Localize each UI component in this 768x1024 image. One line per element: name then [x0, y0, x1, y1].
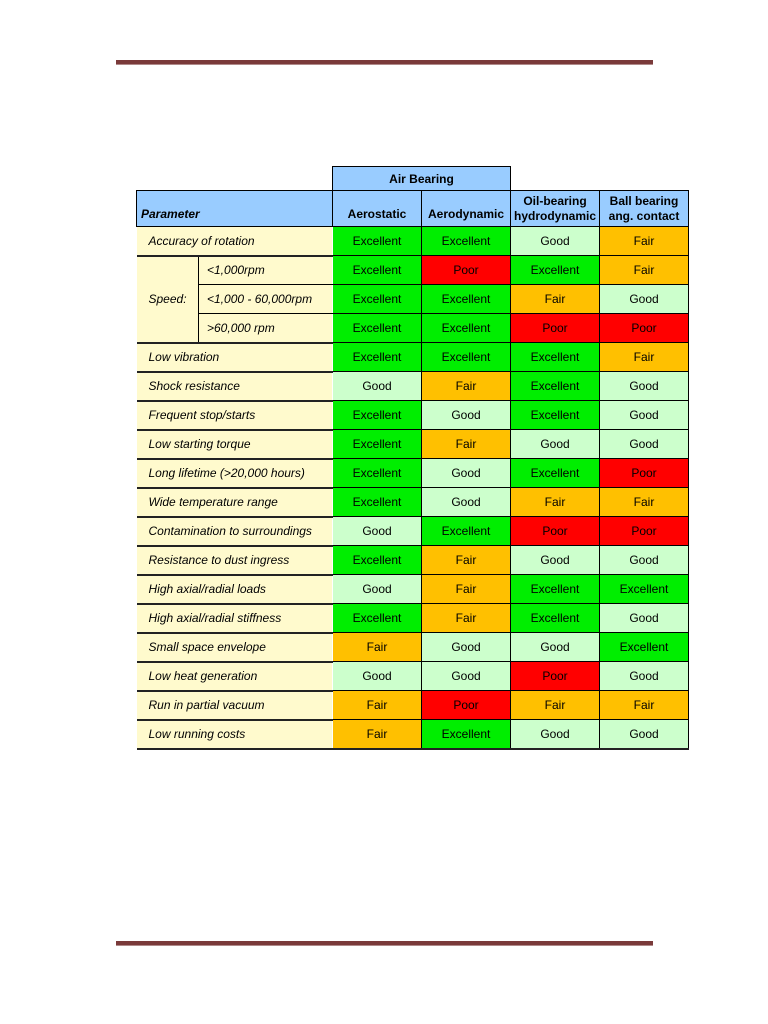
- rating-cell: Fair: [422, 604, 511, 633]
- oil-bearing-header: [511, 191, 600, 227]
- parameter-cell: Frequent stop/starts: [137, 401, 333, 430]
- aerostatic-header: Aerostatic: [333, 191, 422, 227]
- parameter-cell: >60,000 rpm: [199, 314, 333, 343]
- parameter-cell: Contamination to surroundings: [137, 517, 333, 546]
- bearing-comparison-table: [136, 166, 689, 750]
- table-row: [137, 720, 689, 749]
- parameter-cell: <1,000rpm: [199, 256, 333, 285]
- table-row: [137, 227, 689, 256]
- rating-cell: Excellent: [422, 343, 511, 372]
- parameter-cell: Low vibration: [137, 343, 333, 372]
- table-row: [137, 285, 689, 314]
- aerodynamic-header: Aerodynamic: [422, 191, 511, 227]
- rating-cell: Excellent: [511, 459, 600, 488]
- rating-cell: Good: [511, 546, 600, 575]
- rating-cell: Good: [600, 401, 689, 430]
- parameter-header: Parameter: [137, 191, 333, 227]
- parameter-cell: Run in partial vacuum: [137, 691, 333, 720]
- table-row: [137, 662, 689, 691]
- rating-cell: Fair: [511, 285, 600, 314]
- rating-cell: Excellent: [333, 459, 422, 488]
- parameter-cell: Wide temperature range: [137, 488, 333, 517]
- rating-cell: Good: [333, 517, 422, 546]
- rating-cell: Fair: [600, 256, 689, 285]
- rating-cell: Excellent: [511, 256, 600, 285]
- rating-cell: Excellent: [600, 575, 689, 604]
- parameter-cell: Accuracy of rotation: [137, 227, 333, 256]
- ball-bearing-header: [600, 191, 689, 227]
- parameter-cell: Small space envelope: [137, 633, 333, 662]
- table-row: [137, 459, 689, 488]
- rating-cell: Poor: [600, 459, 689, 488]
- table-row: [137, 633, 689, 662]
- ball-bearing-header-line1: Ball bearing: [609, 193, 679, 208]
- rating-cell: Excellent: [422, 227, 511, 256]
- table-row: [137, 256, 689, 285]
- table-row: [137, 691, 689, 720]
- rating-cell: Poor: [422, 256, 511, 285]
- table-row: [137, 401, 689, 430]
- rating-cell: Fair: [600, 488, 689, 517]
- rating-cell: Good: [600, 285, 689, 314]
- table-row: [137, 604, 689, 633]
- rating-cell: Excellent: [422, 517, 511, 546]
- rating-cell: Good: [333, 372, 422, 401]
- table-row: [137, 488, 689, 517]
- rating-cell: Fair: [600, 343, 689, 372]
- parameter-cell: Resistance to dust ingress: [137, 546, 333, 575]
- rating-cell: Excellent: [333, 604, 422, 633]
- rating-cell: Good: [511, 227, 600, 256]
- air-bearing-group-header: Air Bearing: [333, 167, 511, 191]
- rating-cell: Good: [422, 633, 511, 662]
- ball-bearing-header-line2: ang. contact: [608, 208, 680, 223]
- rating-cell: Excellent: [511, 401, 600, 430]
- rating-cell: Good: [511, 720, 600, 749]
- oil-bearing-header-line1: Oil-bearing: [523, 193, 587, 208]
- rating-cell: Good: [422, 401, 511, 430]
- rating-cell: Good: [511, 633, 600, 662]
- rating-cell: Fair: [600, 691, 689, 720]
- rating-cell: Fair: [422, 430, 511, 459]
- rating-cell: Fair: [333, 720, 422, 749]
- rating-cell: Excellent: [333, 488, 422, 517]
- table-row: [137, 546, 689, 575]
- top-rule: [116, 60, 653, 65]
- rating-cell: Excellent: [333, 401, 422, 430]
- table-row: [137, 430, 689, 459]
- parameter-cell: Low heat generation: [137, 662, 333, 691]
- rating-cell: Excellent: [333, 343, 422, 372]
- rating-cell: Good: [600, 430, 689, 459]
- parameter-cell: Low starting torque: [137, 430, 333, 459]
- oil-bearing-header-line2: hydrodynamic: [513, 208, 597, 223]
- rating-cell: Excellent: [333, 256, 422, 285]
- rating-cell: Excellent: [422, 314, 511, 343]
- rating-cell: Poor: [600, 517, 689, 546]
- rating-cell: Excellent: [511, 343, 600, 372]
- column-header-row: [137, 191, 689, 227]
- table-row: [137, 343, 689, 372]
- rating-cell: Good: [600, 372, 689, 401]
- rating-cell: Excellent: [333, 227, 422, 256]
- rating-cell: Fair: [333, 691, 422, 720]
- rating-cell: Good: [600, 662, 689, 691]
- rating-cell: Excellent: [422, 285, 511, 314]
- parameter-cell: Low running costs: [137, 720, 333, 749]
- parameter-cell: High axial/radial stiffness: [137, 604, 333, 633]
- rating-cell: Poor: [511, 662, 600, 691]
- rating-cell: Fair: [600, 227, 689, 256]
- rating-cell: Excellent: [511, 575, 600, 604]
- speed-label: Speed:: [137, 256, 199, 343]
- rating-cell: Fair: [422, 575, 511, 604]
- rating-cell: Poor: [422, 691, 511, 720]
- rating-cell: Poor: [511, 314, 600, 343]
- rating-cell: Good: [333, 575, 422, 604]
- rating-cell: Good: [511, 430, 600, 459]
- group-header-row: [137, 167, 689, 191]
- parameter-cell: Long lifetime (>20,000 hours): [137, 459, 333, 488]
- rating-cell: Poor: [600, 314, 689, 343]
- rating-cell: Good: [333, 662, 422, 691]
- rating-cell: Good: [600, 720, 689, 749]
- rating-cell: Fair: [511, 691, 600, 720]
- rating-cell: Fair: [511, 488, 600, 517]
- table-row: [137, 517, 689, 546]
- rating-cell: Excellent: [511, 372, 600, 401]
- rating-cell: Good: [600, 546, 689, 575]
- rating-cell: Good: [600, 604, 689, 633]
- rating-cell: Good: [422, 488, 511, 517]
- rating-cell: Excellent: [333, 314, 422, 343]
- rating-cell: Excellent: [511, 604, 600, 633]
- table-row: [137, 372, 689, 401]
- rating-cell: Excellent: [600, 633, 689, 662]
- bottom-rule: [116, 941, 653, 946]
- rating-cell: Good: [422, 459, 511, 488]
- rating-cell: Fair: [422, 546, 511, 575]
- rating-cell: Good: [422, 662, 511, 691]
- rating-cell: Fair: [333, 633, 422, 662]
- rating-cell: Excellent: [422, 720, 511, 749]
- parameter-cell: Shock resistance: [137, 372, 333, 401]
- table-row: [137, 575, 689, 604]
- parameter-cell: High axial/radial loads: [137, 575, 333, 604]
- parameter-cell: <1,000 - 60,000rpm: [199, 285, 333, 314]
- rating-cell: Poor: [511, 517, 600, 546]
- rating-cell: Fair: [422, 372, 511, 401]
- rating-cell: Excellent: [333, 430, 422, 459]
- rating-cell: Excellent: [333, 546, 422, 575]
- rating-cell: Excellent: [333, 285, 422, 314]
- table-row: [137, 314, 689, 343]
